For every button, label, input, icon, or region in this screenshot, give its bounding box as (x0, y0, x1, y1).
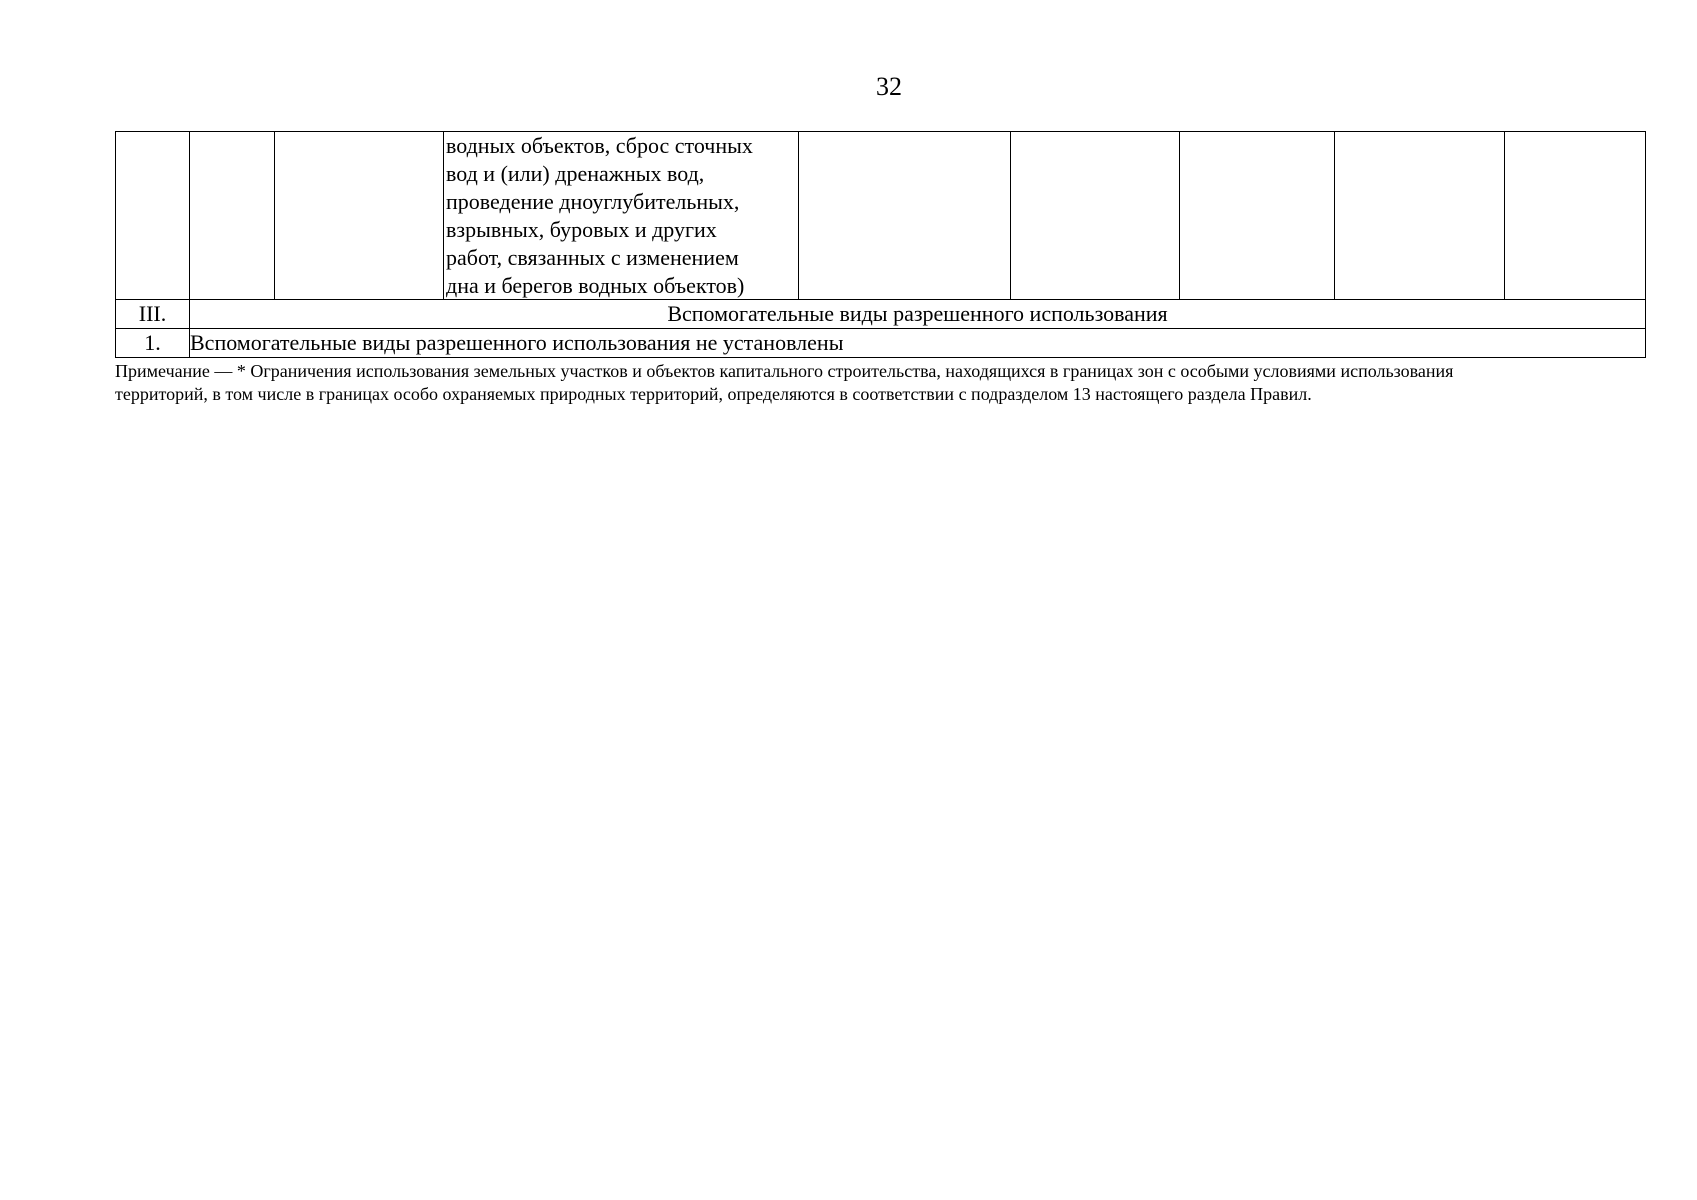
land-use-table (115, 131, 1646, 358)
section-title: Вспомогательные виды разрешенного использования (190, 300, 1646, 329)
section-row (116, 300, 1646, 329)
item-row (116, 329, 1646, 358)
table-cell (1011, 132, 1180, 300)
footnote: Примечание — * Ограничения использования земельных участков и объектов капитального строительства, находящихся в границах зон с особыми условиями использования территорий, в том числе в границах особо охраняемых природных территорий, определяются в соответствии с подразделом 13 настоящего раздела Правил. (115, 361, 1454, 404)
table-cell (1335, 132, 1505, 300)
item-text: Вспомогательные виды разрешенного использования не установлены (190, 329, 1646, 358)
table-cell (1505, 132, 1646, 300)
table-cell (444, 132, 799, 300)
continuation-text: водных объектов, сброс сточных вод и (или) дренажных вод, проведение дноуглубительных, взрывных, буровых и других работ, связанных с изменением дна и берегов водных объектов) (446, 133, 753, 298)
section-number: III. (116, 300, 190, 329)
table-cell (275, 132, 444, 300)
continuation-row (116, 132, 1646, 300)
table-cell (116, 132, 190, 300)
table-cell (1180, 132, 1335, 300)
table-cell (799, 132, 1011, 300)
item-number: 1. (116, 329, 190, 358)
page-number: 32 (876, 72, 902, 101)
table-cell (190, 132, 275, 300)
